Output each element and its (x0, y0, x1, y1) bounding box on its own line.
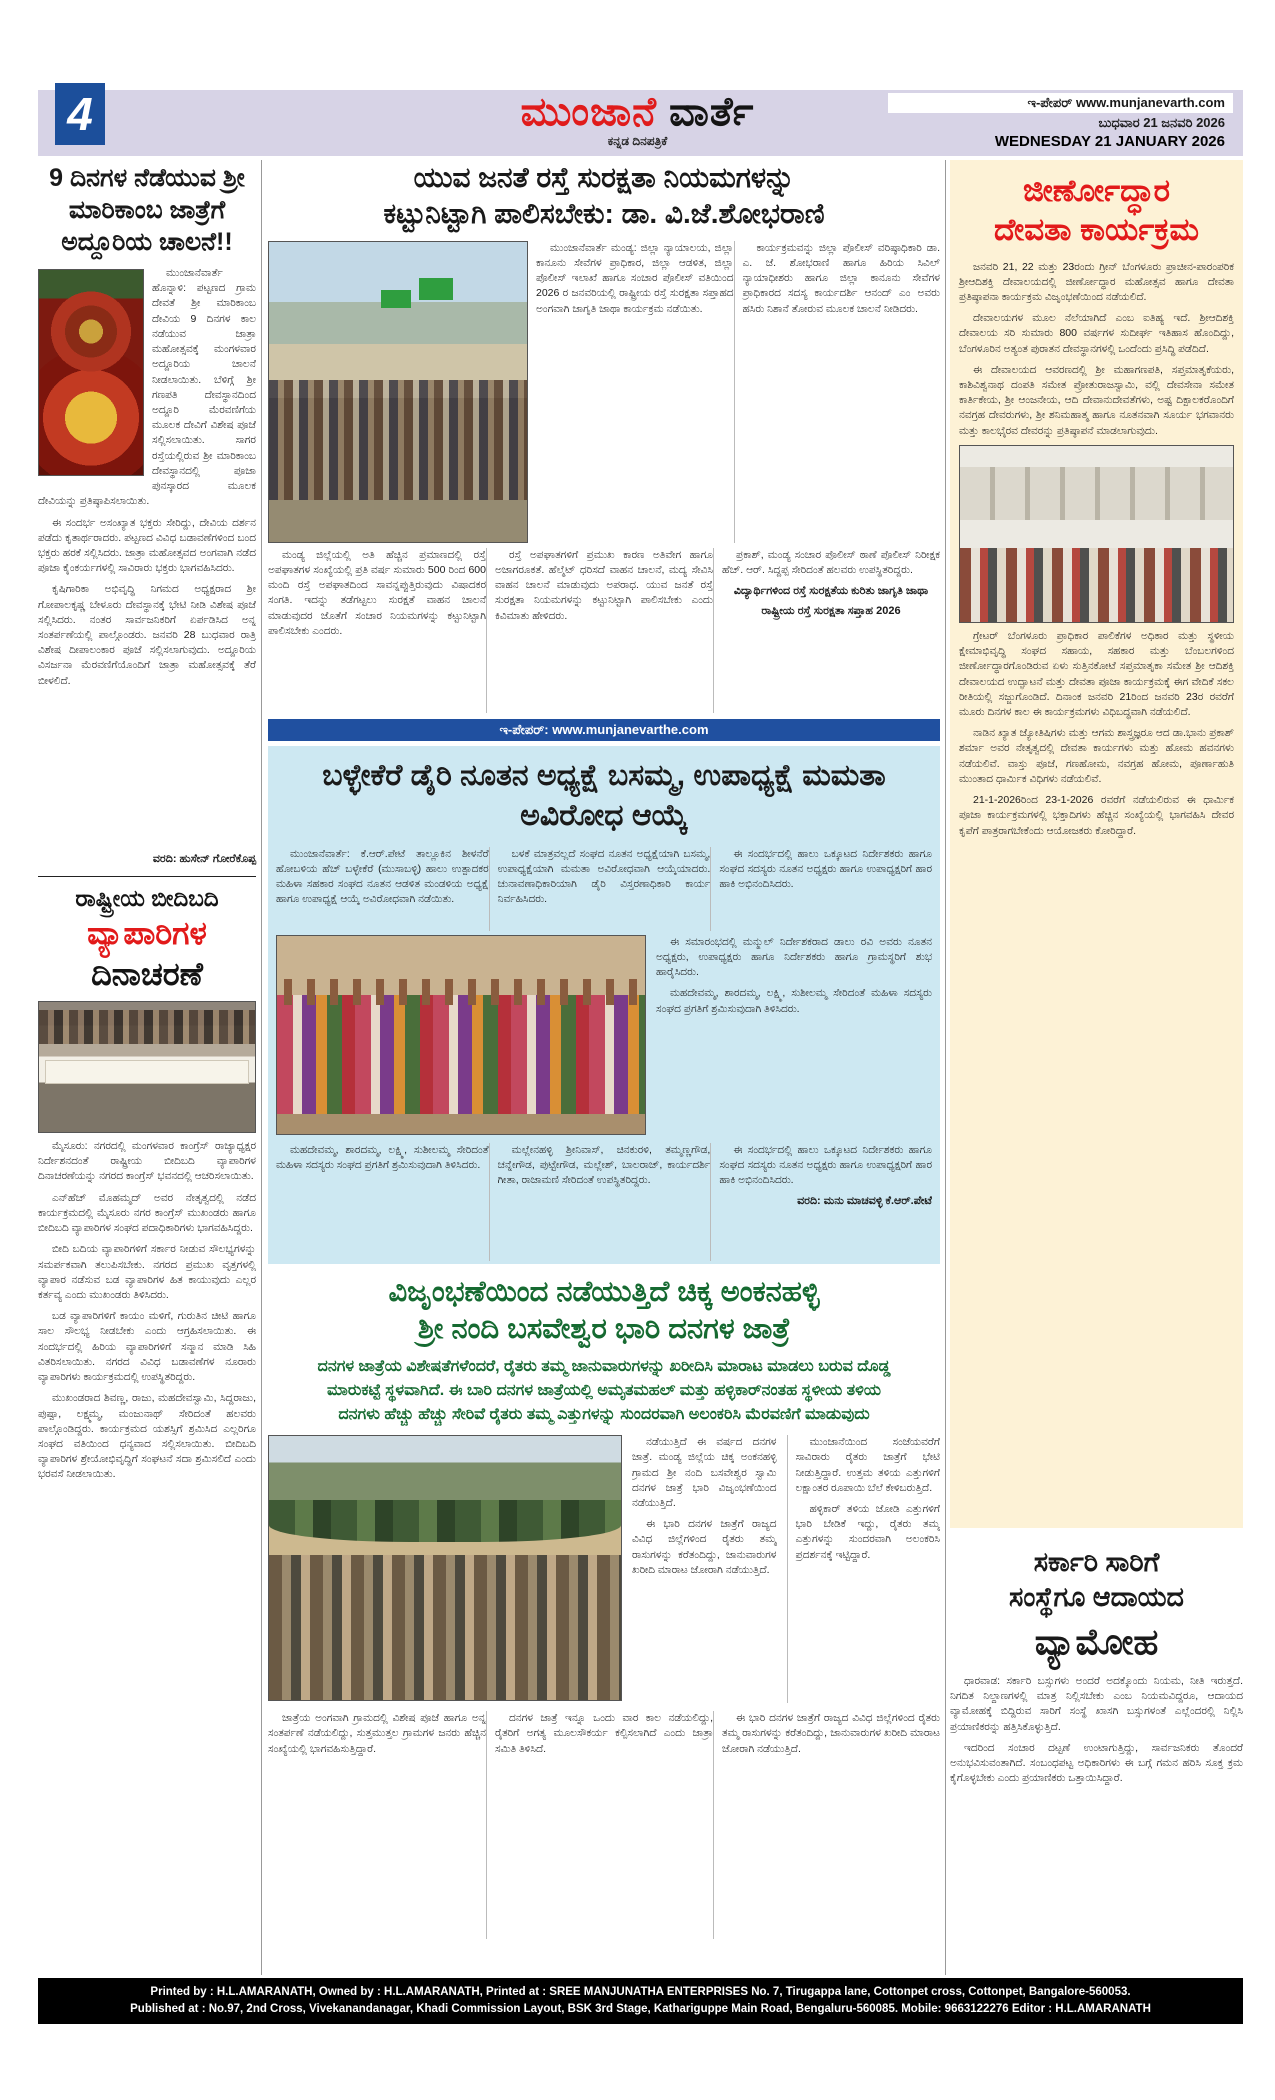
paragraph: ಮೈಸೂರು: ನಗರದಲ್ಲಿ ಮಂಗಳವಾರ ಕಾಂಗ್ರೆಸ್ ರಾಜ್ಯಾಧ್ಯಕ್ಷರ ನಿರ್ದೇಶನದಂತೆ ರಾಷ್ಟ್ರೀಯ ಬೀದಿಬದಿ ವ್ಯಾಪಾರಿಗಳ ದಿನಾಚರಣೆಯನ್ನು ನಗರದ ಕಾಂಗ್ರೆಸ್ ಭವನದಲ್ಲಿ ಆಚರಿಸಲಾಯಿತು. (38, 1140, 256, 1183)
marikamba-byline: ವರದಿ: ಹುಸೇನ್ ಗೋರೆಕೊಪ್ಪ (152, 853, 256, 865)
dairy-seg2 (489, 847, 711, 931)
paragraph: ಇದರಿಂದ ಸಂಚಾರ ದಟ್ಟಣೆ ಉಂಟಾಗುತ್ತಿದ್ದು, ಸಾರ್ವಜನಿಕರು ತೊಂದರೆ ಅನುಭವಿಸುವಂತಾಗಿದೆ. ಸಂಬಂಧಪಟ್ಟ ಅಧಿಕಾರಿಗಳು ಈ ಬಗ್ಗೆ ಗಮನ ಹರಿಸಿ ಸೂಕ್ತ ಕ್ರಮ ಕೈಗೊಳ್ಳಬೇಕು ಎಂದು ಪ್ರಯಾಣಿಕರು ಒತ್ತಾಯಿಸಿದ್ದಾರೆ. (950, 1741, 1243, 1785)
paragraph: ಈ ಸಂದರ್ಭದಲ್ಲಿ ಹಾಲು ಒಕ್ಕೂಟದ ನಿರ್ದೇಶಕರು ಹಾಗೂ ಸಂಘದ ಸದಸ್ಯರು ನೂತನ ಅಧ್ಯಕ್ಷರು ಹಾಗೂ ಉಪಾಧ್ಯಕ್ಷರಿಗೆ ಹಾರ ಹಾಕಿ ಅಭಿನಂದಿಸಿದರು. (719, 847, 932, 891)
paragraph: ಹಳ್ಳಿಕಾರ್ ತಳಿಯ ಜೋಡಿ ಎತ್ತುಗಳಿಗೆ ಭಾರಿ ಬೇಡಿಕೆ ಇದ್ದು, ರೈತರು ತಮ್ಮ ಎತ್ತುಗಳನ್ನು ಸುಂದರವಾಗಿ ಅಲಂಕರಿಸಿ ಪ್ರದರ್ಶನಕ್ಕೆ ಇಟ್ಟಿದ್ದಾರೆ. (795, 1503, 940, 1561)
temple-group-photo (959, 445, 1234, 623)
left-column (38, 160, 256, 1929)
paragraph: ಬಳಕೆ ಮಾತ್ರವಲ್ಲದೆ ಸಂಘದ ನೂತನ ಅಧ್ಯಕ್ಷೆಯಾಗಿ ಬಸಮ್ಮ, ಉಪಾಧ್ಯಕ್ಷೆಯಾಗಿ ಮಮತಾ ಅವಿರೋಧವಾಗಿ ಆಯ್ಕೆಯಾದರು. ಚುನಾವಣಾಧಿಕಾರಿಯಾಗಿ ಡೈರಿ ವಿಸ್ತರಣಾಧಿಕಾರಿ ಕಾರ್ಯ ನಿರ್ವಹಿಸಿದರು. (497, 847, 711, 906)
dairy-seg3 (710, 847, 932, 931)
vendors-headline (38, 885, 256, 993)
paragraph: ಮುಂಜಾನೆಯಿಂದ ಸಂಜೆಯವರೆಗೆ ಸಾವಿರಾರು ರೈತರು ಜಾತ್ರೆಗೆ ಭೇಟಿ ನೀಡುತ್ತಿದ್ದಾರೆ. ಉತ್ತಮ ತಳಿಯ ಎತ್ತುಗಳಿಗೆ ಲಕ್ಷಾಂತರ ರೂಪಾಯಿ ಬೆಲೆ ಕೇಳಿಬರುತ್ತಿದೆ. (795, 1436, 940, 1494)
paragraph: ರಸ್ತೆ ಅಪಘಾತಗಳಿಗೆ ಪ್ರಮುಖ ಕಾರಣ ಅತಿವೇಗ ಹಾಗೂ ಅಜಾಗರೂಕತೆ. ಹೆಲ್ಮೆಟ್ ಧರಿಸದೆ ವಾಹನ ಚಾಲನೆ, ಮದ್ಯ ಸೇವಿಸಿ ವಾಹನ ಚಾಲನೆ ಮಾಡುವುದು ಅಪರಾಧ. ಯುವ ಜನತೆ ರಸ್ತೆ ಸುರಕ್ಷತಾ ನಿಯಮಗಳನ್ನು ಕಟ್ಟುನಿಟ್ಟಾಗಿ ಪಾಲಿಸಬೇಕು ಎಂದು ಕಿವಿಮಾತು ಹೇಳಿದರು. (495, 548, 713, 622)
paragraph: ಪ್ರಕಾಶ್, ಮಂಡ್ಯ ಸಂಚಾರ ಪೊಲೀಸ್ ಠಾಣೆ ಪೊಲೀಸ್ ನಿರೀಕ್ಷಕ ಹೆಚ್. ಆರ್. ಸಿದ್ದಪ್ಪ ಸೇರಿದಂತೆ ಹಲವರು ಉಪಸ್ಥಿತರಿದ್ದರು. (722, 548, 940, 576)
dairy-headline: ಬಳ್ಳೇಕೆರೆ ಡೈರಿ ನೂತನ ಅಧ್ಯಕ್ಷೆ ಬಸಮ್ಮ, ಉಪಾಧ್ಯಕ್ಷೆ ಮಮತಾ ಅವಿರೋಧ ಆಯ್ಕೆ (322, 758, 886, 833)
dairy-seg4 (656, 935, 932, 1137)
paragraph: ಈ ಭಾರಿ ದನಗಳ ಜಾತ್ರೆಗೆ ರಾಜ್ಯದ ವಿವಿಧ ಜಿಲ್ಲೆಗಳಿಂದ ರೈತರು ತಮ್ಮ ರಾಸುಗಳನ್ನು ಕರೆತಂದಿದ್ದು, ಜಾನುವಾರುಗಳ ಖರೀದಿ ಮಾರಾಟ ಜೋರಾಗಿ ನಡೆಯುತ್ತಿದೆ. (722, 1712, 940, 1755)
dairy-seg1 (276, 847, 489, 931)
cattle-bcol1 (268, 1711, 486, 1939)
page-number: 4 (55, 83, 105, 145)
cattle-fair-headline (268, 1274, 940, 1349)
cattle-bcol2 (486, 1711, 713, 1939)
flag-off-photo (268, 241, 528, 543)
temple-headline-line1: ಜೀರ್ಣೋದ್ಧಾರ (1023, 173, 1170, 208)
paragraph: ಮಹದೇವಮ್ಮ, ಶಾರದಮ್ಮ, ಲಕ್ಷ್ಮಿ, ಸುಶೀಲಮ್ಮ ಸೇರಿದಂತೆ ಮಹಿಳಾ ಸದಸ್ಯರು ಸಂಘದ ಪ್ರಗತಿಗೆ ಶ್ರಮಿಸುವುದಾಗಿ ತಿಳಿಸಿದರು. (656, 987, 932, 1015)
road-safety-bottom (268, 548, 940, 713)
paragraph: ಜನವರಿ 21, 22 ಮತ್ತು 23ರಂದು ಗ್ರೀನ್ ಬೆಂಗಳೂರು ಪ್ರಾಚೀನ-ಪಾರಂಪರಿಕ ಶ್ರೀಆದಿಶಕ್ತಿ ದೇವಾಲಯದಲ್ಲಿ ಜೀರ್ಣೋದ್ಧಾರ ಮಹೋತ್ಸವ ಹಾಗೂ ದೇವತಾ ಪ್ರತಿಷ್ಠಾಪನಾ ಕಾರ್ಯಕ್ರಮ ವಿಜೃಂಭಣೆಯಿಂದ ನಡೆಯಲಿದೆ. (959, 260, 1234, 303)
imprint-footer (38, 1978, 1243, 2024)
road-safety-col1 (536, 241, 734, 543)
road-safety-headline-line1: ಯುವ ಜನತೆ ರಸ್ತೆ ಸುರಕ್ಷತಾ ನಿಯಮಗಳನ್ನು (413, 162, 795, 193)
epaper-banner: ಇ-ಪೇಪರ್: www.munjanevarthe.com (268, 719, 940, 741)
road-safety-col2 (734, 241, 941, 543)
column-rule-right (945, 160, 946, 1975)
center-column (268, 160, 940, 1939)
transport-article (950, 1545, 1243, 1919)
paragraph: ನಾಡಿನ ಖ್ಯಾತ ಜ್ಯೋತಿಷಿಗಳು ಮತ್ತು ಆಗಮ ಶಾಸ್ತ್ರಜ್ಞರೂ ಆದ ಡಾ.ಭಾನು ಪ್ರಕಾಶ್ ಶರ್ಮಾ ಅವರ ನೇತೃತ್ವದಲ್ಲಿ ದೇವತಾ ಕಾರ್ಯಗಳು ಮತ್ತು ಹೋಮ ಹವನಗಳು ನಡೆಯಲಿವೆ. ವಾಸ್ತು ಪೂಜೆ, ಗಣಹೋಮ, ನವಗ್ರಹ ಹೋಮ, ಪೂರ್ಣಾಹುತಿ ಮುಂತಾದ ಧಾರ್ಮಿಕ ವಿಧಿಗಳು ನಡೆಯಲಿವೆ. (959, 727, 1234, 785)
transport-headline-line2: ಸಂಸ್ಥೆಗೂ ಆದಾಯದ (1009, 1582, 1184, 1613)
temple-article-panel (950, 160, 1243, 1528)
cattle-fair-photo (268, 1435, 622, 1701)
paragraph: ನಡೆಯುತ್ತಿದೆ ಈ ವರ್ಷದ ದನಗಳ ಜಾತ್ರೆ. ಮಂಡ್ಯ ಜಿಲ್ಲೆಯ ಚಿಕ್ಕ ಅಂಕನಹಳ್ಳಿ ಗ್ರಾಮದ ಶ್ರೀ ನಂದಿ ಬಸವೇಶ್ವರ ಸ್ವಾಮಿ ದನಗಳ ಜಾತ್ರೆ ಭಾರಿ ವಿಜೃಂಭಣೆಯಿಂದ ನಡೆಯುತ್ತಿದೆ. (632, 1436, 777, 1510)
transport-headline (950, 1545, 1243, 1666)
paragraph: ಈ ಭಾರಿ ದನಗಳ ಜಾತ್ರೆಗೆ ರಾಜ್ಯದ ವಿವಿಧ ಜಿಲ್ಲೆಗಳಿಂದ ರೈತರು ತಮ್ಮ ರಾಸುಗಳನ್ನು ಕರೆತಂದಿದ್ದು, ಜಾನುವಾರುಗಳ ಖರೀದಿ ಮಾರಾಟ ಜೋರಾಗಿ ನಡೆಯುತ್ತಿದೆ. (632, 1518, 777, 1576)
paragraph: ಈ ಸಂದರ್ಭ ಅಸಂಖ್ಯಾತ ಭಕ್ತರು ಸೇರಿದ್ದು, ದೇವಿಯ ದರ್ಶನ ಪಡೆದು ಕೃತಾರ್ಥರಾದರು. ಪಟ್ಟಣದ ವಿವಿಧ ಬಡಾವಣೆಗಳಿಂದ ಬಂದ ಭಕ್ತರು ಹರಕೆ ಸಲ್ಲಿಸಿದರು. ಜಾತ್ರಾ ಮಹೋತ್ಸವದ ಅಂಗವಾಗಿ ನಡೆದ ಪೂಜಾ ಕೈಂಕರ್ಯಗಳಲ್ಲಿ ಸಾವಿರಾರು ಭಕ್ತರು ಭಾಗವಹಿಸಿದರು. (38, 516, 256, 575)
temple-body-top (959, 260, 1234, 439)
dairy-seg5 (276, 1143, 489, 1261)
transport-headline-line3: ವ್ಯಾಮೋಹ (1034, 1621, 1159, 1663)
paragraph: ಕಾರ್ಯಕ್ರಮವನ್ನು ಜಿಲ್ಲಾ ಪೊಲೀಸ್ ವರಿಷ್ಠಾಧಿಕಾರಿ ಡಾ. ಎ. ಜೆ. ಶೋಭರಾಣಿ ಹಾಗೂ ಹಿರಿಯ ಸಿವಿಲ್ ನ್ಯಾಯಾಧೀಶರು ಹಾಗೂ ಜಿಲ್ಲಾ ಕಾನೂನು ಸೇವೆಗಳ ಪ್ರಾಧಿಕಾರದ ಸದಸ್ಯ ಕಾರ್ಯದರ್ಶಿ ಆನಂದ್ ಎಂ ಅವರು ಹಸಿರು ನಿಶಾನೆ ತೋರುವ ಮೂಲಕ ಚಾಲನೆ ನೀಡಿದರು. (742, 241, 940, 315)
imprint-line1: Printed by : H.L.AMARANATH, Owned by : H.L.AMARANATH, Printed at : SREE MANJUNATHA ENTERPRISES No. 7, Tirugappa lane, Cottonpet cross, Cottonpet, Bangalore-560053. (150, 1985, 1131, 1998)
cattle-bcol3 (713, 1711, 940, 1939)
road-safety-top (268, 241, 940, 543)
road-safety-headline (268, 160, 940, 233)
dairy-group-photo (276, 935, 646, 1135)
divider (38, 876, 256, 877)
paragraph: ಮುಂಜಾನೆವಾರ್ತೆ ಮಂಡ್ಯ: ಜಿಲ್ಲಾ ನ್ಯಾಯಾಲಯ, ಜಿಲ್ಲಾ ಕಾನೂನು ಸೇವೆಗಳ ಪ್ರಾಧಿಕಾರ, ಜಿಲ್ಲಾ ಆಡಳಿತ, ಜಿಲ್ಲಾ ಪೊಲೀಸ್ ಇಲಾಖೆ ಹಾಗೂ ಸಂಚಾರ ಪೊಲೀಸ್ ವತಿಯಿಂದ 2026 ರ ಜನವರಿಯಲ್ಲಿ ರಾಷ್ಟ್ರೀಯ ರಸ್ತೆ ಸುರಕ್ಷತಾ ಸಪ್ತಾಹದ ಅಂಗವಾಗಿ ಜಾಗೃತಿ ಜಾಥಾ ಕಾರ್ಯಕ್ರಮ ನಡೆಯಿತು. (536, 241, 734, 315)
temple-headline-line2: ದೇವತಾ ಕಾರ್ಯಕ್ರಮ (994, 211, 1199, 247)
paragraph: ಮುಖಂಡರಾದ ಶಿವಣ್ಣ, ರಾಜು, ಮಹದೇವಸ್ವಾಮಿ, ಸಿದ್ದರಾಜು, ಪುಷ್ಪಾ, ಲಕ್ಷ್ಮಮ್ಮ, ಮಂಜುನಾಥ್ ಸೇರಿದಂತೆ ಹಲವರು ಪಾಲ್ಗೊಂಡಿದ್ದರು. ಕಾರ್ಯಕ್ರಮದ ಯಶಸ್ಸಿಗೆ ಶ್ರಮಿಸಿದ ಎಲ್ಲರಿಗೂ ಸಂಘದ ವತಿಯಿಂದ ಧನ್ಯವಾದ ಸಲ್ಲಿಸಲಾಯಿತು. ಬೀದಿಬದಿ ವ್ಯಾಪಾರಿಗಳ ಶ್ರೇಯೋಭಿವೃದ್ಧಿಗೆ ಸಂಘಟನೆ ಸದಾ ಶ್ರಮಿಸಲಿದೆ ಎಂದು ಭರವಸೆ ನೀಡಲಾಯಿತು. (38, 1392, 256, 1481)
cattle-col2 (787, 1435, 941, 1703)
logo-word-black: ವಾರ್ತೆ (669, 90, 755, 134)
paragraph: ಬೀದಿ ಬದಿಯ ವ್ಯಾಪಾರಿಗಳಿಗೆ ಸರ್ಕಾರ ನೀಡುವ ಸೌಲಭ್ಯಗಳನ್ನು ಸಮರ್ಪಕವಾಗಿ ತಲುಪಿಸಬೇಕು. ನಗರದ ಪ್ರಮುಖ ವೃತ್ತಗಳಲ್ಲಿ ವ್ಯಾಪಾರ ನಡೆಸುವ ಬಡ ವ್ಯಾಪಾರಿಗಳ ಹಿತ ಕಾಯುವುದು ಎಲ್ಲರ ಕರ್ತವ್ಯ ಎಂದು ಮುಖಂಡರು ತಿಳಿಸಿದರು. (38, 1243, 256, 1301)
cattle-fair-headline-line2: ಶ್ರೀ ನಂದಿ ಬಸವೇಶ್ವರ ಭಾರಿ ದನಗಳ ಜಾತ್ರೆ (417, 1313, 791, 1346)
masthead-info (888, 93, 1233, 150)
paragraph: ದೇವಾಲಯಗಳ ಮೂಲ ನೆಲೆಯಾಗಿದೆ ಎಂಬ ಐತಿಹ್ಯ ಇದೆ. ಶ್ರೀಆದಿಶಕ್ತಿ ದೇವಾಲಯ ಸರಿ ಸುಮಾರು 800 ವರ್ಷಗಳ ಸುದೀರ್ಘ ಇತಿಹಾಸ ಹೊಂದಿದ್ದು, ಬೆಂಗಳೂರಿನ ಅತ್ಯಂತ ಪುರಾತನ ದೇವಸ್ಥಾನಗಳಲ್ಲಿ ಒಂದೆಂದು ಪ್ರಸಿದ್ಧಿ ಪಡೆದಿದೆ. (959, 312, 1234, 355)
temple-headline (959, 172, 1234, 250)
paragraph: ಕೃಷಿಗಾರಿಕಾ ಅಭಿವೃದ್ಧಿ ನಿಗಮದ ಅಧ್ಯಕ್ಷರಾದ ಶ್ರೀ ಗೋಪಾಲಕೃಷ್ಣ ಬೇಳೂರು ದೇವಸ್ಥಾನಕ್ಕೆ ಭೇಟಿ ನೀಡಿ ವಿಶೇಷ ಪೂಜೆ ಸಲ್ಲಿಸಿದರು. ನಂತರ ಸಾರ್ವಜನಿಕರಿಗೆ ಏರ್ಪಡಿಸಿದ ಅನ್ನ ಸಂತರ್ಪಣೆಯಲ್ಲಿ ಪಾಲ್ಗೊಂಡರು. ಜನವರಿ 28 ಬುಧವಾರ ರಾತ್ರಿ ವಿಶೇಷ ದೀಪಾಲಂಕಾರ ಪೂಜೆ ಸಲ್ಲಿಸಲಾಗುವುದು. ಅದ್ದೂರಿಯ ವಿಸರ್ಜನಾ ಮೆರವಣಿಗೆಯೊಂದಿಗೆ ಜಾತ್ರಾ ಮಹೋತ್ಸವಕ್ಕೆ ತೆರೆ ಬೀಳಲಿದೆ. (38, 583, 256, 687)
marikamba-body (38, 266, 256, 851)
road-safety-headline-line2: ಕಟ್ಟುನಿಟ್ಟಾಗಿ ಪಾಲಿಸಬೇಕು: ಡಾ. ವಿ.ಜೆ.ಶೋಭರಾಣಿ (383, 198, 825, 230)
vendors-headline-line3: ದಿನಾಚರಣೆ (91, 956, 203, 993)
vendors-group-photo (38, 1001, 256, 1133)
masthead-tagline: ಕನ್ನಡ ದಿನಪತ್ರಿಕೆ (607, 134, 668, 148)
paragraph: ಜಾತ್ರೆಯ ಅಂಗವಾಗಿ ಗ್ರಾಮದಲ್ಲಿ ವಿಶೇಷ ಪೂಜೆ ಹಾಗೂ ಅನ್ನ ಸಂತರ್ಪಣೆ ನಡೆಯಲಿದ್ದು, ಸುತ್ತಮುತ್ತಲ ಗ್ರಾಮಗಳ ಜನರು ಹೆಚ್ಚಿನ ಸಂಖ್ಯೆಯಲ್ಲಿ ಭಾಗವಹಿಸುತ್ತಿದ್ದಾರೆ. (268, 1712, 486, 1755)
vendors-body (38, 1139, 256, 1929)
paragraph: 21-1-2026ರಿಂದ 23-1-2026 ರವರೆಗೆ ನಡೆಯಲಿರುವ ಈ ಧಾರ್ಮಿಕ ಪೂಜಾ ಕಾರ್ಯಕ್ರಮಗಳಲ್ಲಿ ಭಕ್ತಾದಿಗಳು ಹೆಚ್ಚಿನ ಸಂಖ್ಯೆಯಲ್ಲಿ ಭಾಗವಹಿಸಿ ದೇವರ ಕೃಪೆಗೆ ಪಾತ್ರರಾಗಬೇಕೆಂದು ಆಯೋಜಕರು ಕೋರಿದ್ದಾರೆ. (959, 794, 1234, 837)
dairy-seg6 (489, 1143, 711, 1261)
dairy-article-panel (268, 746, 940, 1264)
paragraph: ಗ್ರೇಟರ್ ಬೆಂಗಳೂರು ಪ್ರಾಧಿಕಾರ ಪಾಲಿಕೆಗಳ ಅಧಿಕಾರ ಮತ್ತು ಸ್ಥಳೀಯ ಕ್ಷೇಮಾಭಿವೃದ್ಧಿ ಸಂಘದ ಸಹಾಯ, ಸಹಕಾರ ಮತ್ತು ಬೆಂಬಲಗಳಿಂದ ಜೀರ್ಣೋದ್ಧಾರಗೊಂಡಿರುವ ಏಳು ಸುತ್ತಿನಕೋಟೆ ಸಪ್ತಮಾತೃಕಾ ಸಮೇತ ಶ್ರೀ ಆದಿಶಕ್ತಿ ದೇವಾಲಯದ ಉದ್ಘಾಟನೆ ಮತ್ತು ದೇವತಾ ಪೂಜಾ ಕಾರ್ಯಕ್ರಮಕ್ಕೆ ಈಗ ವೇದಿಕೆ ಸಕಲ ರೀತಿಯಲ್ಲಿ ಸಜ್ಜುಗೊಂಡಿದೆ. ದಿನಾಂಕ ಜನವರಿ 21ರಿಂದ ಜನವರಿ 23ರ ರವರೆಗೆ ಮೂರು ದಿನಗಳ ಕಾಲ ಈ ಕಾರ್ಯಕ್ರಮಗಳು ವಿಧಿಬದ್ಧವಾಗಿ ನಡೆಯಲಿದೆ. (959, 629, 1234, 718)
paragraph: ಮುಂಜಾನೆವಾರ್ತೆ ಹೊನ್ನಾಳಿ: ಪಟ್ಟಣದ ಗ್ರಾಮ ದೇವತೆ ಶ್ರೀ ಮಾರಿಕಾಂಬ ದೇವಿಯ 9 ದಿನಗಳ ಕಾಲ ನಡೆಯುವ ಜಾತ್ರಾ ಮಹೋತ್ಸವಕ್ಕೆ ಮಂಗಳವಾರ ಅದ್ದೂರಿಯ ಚಾಲನೆ ನೀಡಲಾಯಿತು. ಬೆಳಿಗ್ಗೆ ಶ್ರೀ ಗಣಪತಿ ದೇವಸ್ಥಾನದಿಂದ ಅದ್ದೂರಿ ಮೆರವಣಿಗೆಯ ಮೂಲಕ ದೇವಿಗೆ ವಿಶೇಷ ಪೂಜೆ ಸಲ್ಲಿಸಲಾಯಿತು. ಸಾಗರ ರಸ್ತೆಯಲ್ಲಿರುವ ಶ್ರೀ ಮಾರಿಕಾಂಬ ದೇವಸ್ಥಾನದಲ್ಲಿ ಪೂಜಾ ಪುನಸ್ಕಾರದ ಮೂಲಕ ದೇವಿಯನ್ನು ಪ್ರತಿಷ್ಠಾಪಿಸಲಾಯಿತು. (38, 267, 256, 508)
date-english: WEDNESDAY 21 JANUARY 2026 (994, 133, 1225, 150)
marikamba-idol-photo (38, 269, 144, 476)
dairy-row2 (276, 935, 932, 1137)
transport-body (950, 1674, 1243, 1919)
cattle-fair-mid (268, 1435, 940, 1703)
paragraph: ಈ ದೇವಾಲಯದ ಆವರಣದಲ್ಲಿ ಶ್ರೀ ಮಹಾಗಣಪತಿ, ಸಪ್ತಮಾತೃಕೆಯರು, ಕಾಶಿವಿಶ್ವನಾಥ ದಂಪತಿ ಸಮೇತ ಪ್ರೋತುರಾಜಸ್ವಾಮಿ, ವಲ್ಲಿ ದೇವಸೇನಾ ಸಮೇತ ಕಾರ್ತಿಕೇಯ, ಶ್ರೀ ಆಂಜನೇಯ, ಆದಿ ದೇವಾನುದೇವತೆಗಳು, ಅಷ್ಟ ದಿಕ್ಪಾಲಕರೊಂದಿಗೆ ನವಗ್ರಹ ದೇವರುಗಳು, ಶ್ರೀ ಶನಿಮಹಾತ್ಮ ಹಾಗೂ ನೂತನವಾಗಿ ಸೂರ್ಯ ಭಗವಾನರು ಮತ್ತು ಕಾಲಭೈರವ ದೇವರನ್ನು ಪ್ರತಿಷ್ಠಾಪನೆ ಮಾಡಲಾಗುವುದು. (959, 363, 1234, 437)
dairy-row1 (276, 847, 932, 931)
road-safety-subhead1: ವಿದ್ಯಾರ್ಥಿಗಳಿಂದ ರಸ್ತೆ ಸುರಕ್ಷತೆಯ ಕುರಿತು ಜಾಗೃತಿ ಜಾಥಾ (733, 585, 929, 598)
paragraph: ಮಹದೇವಮ್ಮ, ಶಾರದಮ್ಮ, ಲಕ್ಷ್ಮಿ, ಸುಶೀಲಮ್ಮ ಸೇರಿದಂತೆ ಮಹಿಳಾ ಸದಸ್ಯರು ಸಂಘದ ಪ್ರಗತಿಗೆ ಶ್ರಮಿಸುವುದಾಗಿ ತಿಳಿಸಿದರು. (276, 1143, 489, 1171)
temple-body-bottom (959, 629, 1234, 839)
imprint-line2: Published at : No.97, 2nd Cross, Vivekanandanagar, Khadi Commission Layout, BSK 3rd Stage, Kathariguppe Main Road, Bengaluru-560085. Mobile: 9663122276 Editor : H.L.AMARANATH (130, 2003, 1151, 2015)
paragraph: ಈ ಸಮಾರಂಭದಲ್ಲಿ ಮನ್ಮುಲ್ ನಿರ್ದೇಶಕರಾದ ಡಾಲು ರವಿ ಅವರು ನೂತನ ಅಧ್ಯಕ್ಷರು, ಉಪಾಧ್ಯಕ್ಷರು ಹಾಗೂ ನಿರ್ದೇಶಕರು ಹಾಗೂ ಗ್ರಾಮಸ್ಥರಿಗೆ ಶುಭ ಹಾರೈಸಿದರು. (656, 935, 932, 979)
road-safety-bcol3 (713, 548, 940, 713)
cattle-fair-headline-line1: ವಿಜೃಂಭಣೆಯಿಂದ ನಡೆಯುತ್ತಿದೆ ಚಿಕ್ಕ ಅಂಕನಹಳ್ಳಿ (388, 1275, 820, 1308)
paragraph: ಬಡ ವ್ಯಾಪಾರಿಗಳಿಗೆ ಕಾಯಂ ಮಳಿಗೆ, ಗುರುತಿನ ಚೀಟಿ ಹಾಗೂ ಸಾಲ ಸೌಲಭ್ಯ ನೀಡಬೇಕು ಎಂದು ಆಗ್ರಹಿಸಲಾಯಿತು. ಈ ಸಂದರ್ಭದಲ್ಲಿ ಹಿರಿಯ ವ್ಯಾಪಾರಿಗಳಿಗೆ ಸನ್ಮಾನ ಮಾಡಿ ಸಿಹಿ ವಿತರಿಸಲಾಯಿತು. ನಗರದ ವಿವಿಧ ಬಡಾವಣೆಗಳ ನೂರಾರು ವ್ಯಾಪಾರಿಗಳು ಕಾರ್ಯಕ್ರಮದಲ್ಲಿ ಉಪಸ್ಥಿತರಿದ್ದರು. (38, 1310, 256, 1384)
logo-word-red: ಮುಂಜಾನೆ (520, 90, 657, 134)
road-safety-subhead2: ರಾಷ್ಟ್ರೀಯ ರಸ್ತೆ ಸುರಕ್ಷತಾ ಸಪ್ತಾಹ 2026 (761, 604, 901, 617)
road-safety-bcol2 (486, 548, 713, 713)
paragraph: ಮಲ್ಲೇನಹಳ್ಳಿ ಶ್ರೀನಿವಾಸ್, ಚಿನಕುರಳಿ, ತಮ್ಮಣ್ಣಗೌಡ, ಚನ್ನೇಗೌಡ, ಪುಟ್ಟೇಗೌಡ, ಮಲ್ಲೇಶ್, ಬಾಲರಾಜ್, ಕಾರ್ಯದರ್ಶಿ ಗೀತಾ, ರಾಜಾಮಣಿ ಸೇರಿದಂತೆ ಉಪಸ್ಥಿತರಿದ್ದರು. (497, 1143, 711, 1187)
epaper-url: ಇ-ಪೇಪರ್ www.munjanevarth.com (888, 93, 1233, 113)
dairy-seg7 (710, 1143, 932, 1261)
paragraph: ಮಂಡ್ಯ ಜಿಲ್ಲೆಯಲ್ಲಿ ಅತಿ ಹೆಚ್ಚಿನ ಪ್ರಮಾಣದಲ್ಲಿ ರಸ್ತೆ ಅಪಘಾತಗಳ ಸಂಖ್ಯೆಯಲ್ಲಿ ಪ್ರತಿ ವರ್ಷ ಸುಮಾರು 500 ರಿಂದ 600 ಮಂದಿ ರಸ್ತೆ ಅಪಘಾತದಿಂದ ಸಾವನ್ನಪ್ಪುತ್ತಿರುವುದು ವಿಷಾದಕರ ಸಂಗತಿ. ಇದನ್ನು ತಡೆಗಟ್ಟಲು ಸುರಕ್ಷತೆ ವಾಹನ ಚಾಲನೆ ಮಾಡುವುದರ ಜೊತೆಗೆ ಸಂಚಾರ ನಿಯಮಗಳನ್ನು ಕಟ್ಟುನಿಟ್ಟಾಗಿ ಪಾಲಿಸಬೇಕು ಎಂದರು. (268, 548, 486, 637)
date-kannada: ಬುಧವಾರ 21 ಜನವರಿ 2026 (1098, 115, 1225, 130)
paragraph: ಈ ಸಂದರ್ಭದಲ್ಲಿ ಹಾಲು ಒಕ್ಕೂಟದ ನಿರ್ದೇಶಕರು ಹಾಗೂ ಸಂಘದ ಸದಸ್ಯರು ನೂತನ ಅಧ್ಯಕ್ಷರು ಹಾಗೂ ಉಪಾಧ್ಯಕ್ಷರಿಗೆ ಹಾರ ಹಾಕಿ ಅಭಿನಂದಿಸಿದರು. (719, 1143, 932, 1187)
road-safety-bcol1 (268, 548, 486, 713)
cattle-fair-bottom (268, 1711, 940, 1939)
vendors-headline-line2: ವ್ಯಾಪಾರಿಗಳ (87, 915, 207, 952)
dairy-byline: ವರದಿ: ಮನು ಮಾಚವಳ್ಳಿ ಕೆ.ಆರ್.ಪೇಟೆ (797, 1195, 932, 1208)
cattle-col1 (632, 1435, 777, 1703)
marikamba-headline: 9 ದಿನಗಳ ನೆಡೆಯುವ ಶ್ರೀ ಮಾರಿಕಾಂಬ ಜಾತ್ರೆಗೆ ಅದ್ದೂರಿಯ ಚಾಲನೆ!! (49, 164, 245, 256)
paragraph: ಮುಂಜಾನೆವಾರ್ತೆ: ಕೆ.ಆರ್.ಪೇಟೆ ತಾಲ್ಲೂಕಿನ ಶೀಳನೆರೆ ಹೋಬಳಿಯ ಹೆಚ್ ಬಳ್ಳೇಕೆರೆ (ಮುಸಾಬಳ್ಳಿ) ಹಾಲು ಉತ್ಪಾದಕರ ಮಹಿಳಾ ಸಹಕಾರ ಸಂಘದ ನೂತನ ಆಡಳಿತ ಮಂಡಳಿಯ ಅಧ್ಯಕ್ಷೆ ಹಾಗೂ ಉಪಾಧ್ಯಕ್ಷೆ ಆಯ್ಕೆ ಅವಿರೋಧವಾಗಿ ನಡೆಯಿತು. (276, 847, 489, 906)
cattle-fair-subhead: ದನಗಳ ಜಾತ್ರೆಯ ವಿಶೇಷತೆಗಳೆಂದರೆ, ರೈತರು ತಮ್ಮ ಜಾನುವಾರುಗಳನ್ನು ಖರೀದಿಸಿ ಮಾರಾಟ ಮಾಡಲು ಬರುವ ದೊಡ್ಡ ಮಾರುಕಟ್ಟೆ ಸ್ಥಳವಾಗಿದೆ. ಈ ಬಾರಿ ದನಗಳ ಜಾತ್ರೆಯಲ್ಲಿ ಅಮೃತಮಹಲ್ ಮತ್ತು ಹಳ್ಳಿಕಾರ್‌ನಂತಹ ಸ್ಥಳೀಯ ತಳಿಯ ದನಗಳು ಹೆಚ್ಚು ಹೆಚ್ಚು ಸೇರಿವೆ ರೈತರು ತಮ್ಮ ಎತ್ತುಗಳನ್ನು ಸುಂದರವಾಗಿ ಅಲಂಕರಿಸಿ ಮೆರವಣಿಗೆ ಮಾಡುವುದು (317, 1358, 891, 1424)
paragraph: ದನಗಳ ಜಾತ್ರೆ ಇನ್ನೂ ಒಂದು ವಾರ ಕಾಲ ನಡೆಯಲಿದ್ದು, ರೈತರಿಗೆ ಅಗತ್ಯ ಮೂಲಸೌಕರ್ಯ ಕಲ್ಪಿಸಲಾಗಿದೆ ಎಂದು ಜಾತ್ರಾ ಸಮಿತಿ ತಿಳಿಸಿದೆ. (495, 1712, 713, 1755)
dairy-row3 (276, 1143, 932, 1261)
transport-headline-line1: ಸರ್ಕಾರಿ ಸಾರಿಗೆ (1033, 1547, 1160, 1577)
paragraph: ಧಾರವಾಡ: ಸರ್ಕಾರಿ ಬಸ್ಸುಗಳು ಅಂದರೆ ಅದಕ್ಕೊಂದು ನಿಯಮ, ನೀತಿ ಇರುತ್ತದೆ. ನಿಗದಿತ ನಿಲ್ದಾಣಗಳಲ್ಲಿ ಮಾತ್ರ ನಿಲ್ಲಿಸಬೇಕು ಎಂಬ ನಿಯಮವಿದ್ದರೂ, ಆದಾಯದ ವ್ಯಾಮೋಹಕ್ಕೆ ಬಿದ್ದಿರುವ ಸಾರಿಗೆ ಸಂಸ್ಥೆ ಖಾಸಗಿ ಬಸ್ಸುಗಳಂತೆ ಎಲ್ಲೆಂದರಲ್ಲಿ ನಿಲ್ಲಿಸಿ ಪ್ರಯಾಣಿಕರನ್ನು ಹತ್ತಿಸಿಕೊಳ್ಳುತ್ತಿದೆ. (950, 1674, 1243, 1733)
paragraph: ಎನ್‌ಹೆಚ್ ಮೊಹಮ್ಮದ್ ಅವರ ನೇತೃತ್ವದಲ್ಲಿ ನಡೆದ ಕಾರ್ಯಕ್ರಮದಲ್ಲಿ ಮೈಸೂರು ನಗರ ಕಾಂಗ್ರೆಸ್ ಮುಖಂಡರು ಹಾಗೂ ಬೀದಿಬದಿ ವ್ಯಾಪಾರಿಗಳ ಸಂಘದ ಪದಾಧಿಕಾರಿಗಳು ಭಾಗವಹಿಸಿದ್ದರು. (38, 1191, 256, 1235)
column-rule-left (261, 160, 262, 1975)
vendors-headline-line1: ರಾಷ್ಟ್ರೀಯ ಬೀದಿಬದಿ (75, 885, 219, 911)
